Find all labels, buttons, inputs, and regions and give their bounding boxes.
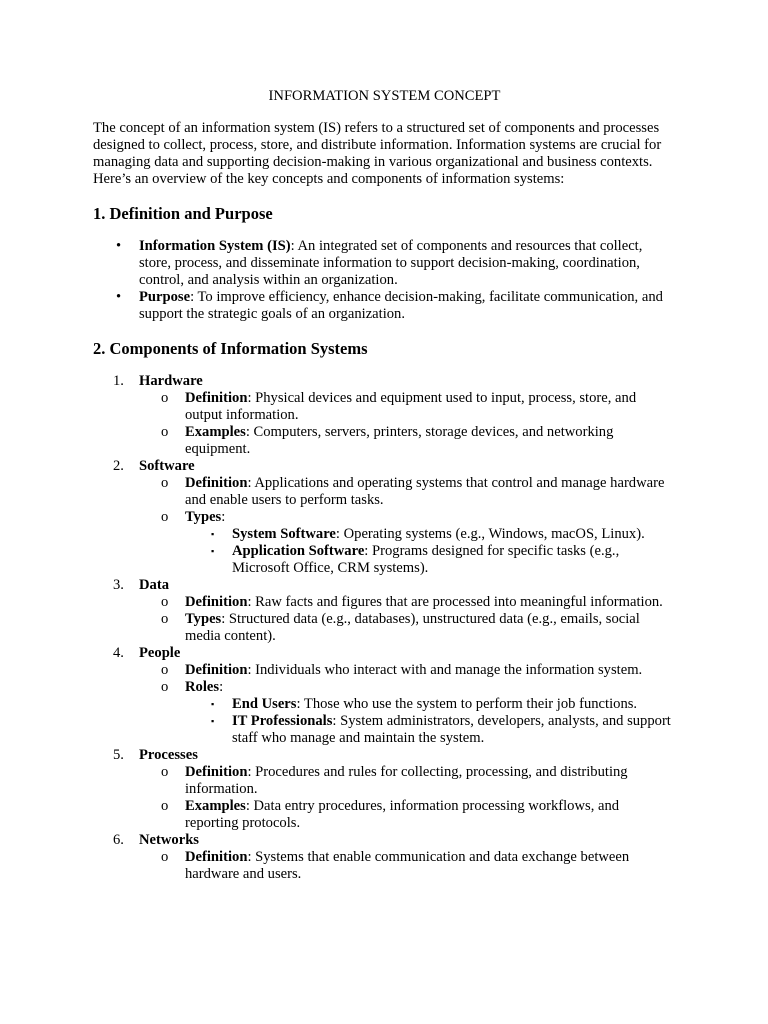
term: Types bbox=[185, 509, 222, 525]
sub-item bbox=[161, 798, 676, 832]
component-processes bbox=[113, 747, 676, 832]
component-data bbox=[113, 577, 676, 645]
term-text: : An integrated set of components and resources that collect, store, process, and disseminate information to support decision-making, coordination, control, and analysis within an organization. bbox=[139, 238, 643, 288]
component-name: Hardware bbox=[139, 373, 203, 389]
term-text: : bbox=[221, 509, 226, 525]
term: Definition bbox=[185, 390, 248, 406]
definition-list bbox=[93, 238, 676, 323]
square-bullet-icon: ▪ bbox=[211, 699, 215, 709]
circle-bullet-icon: o bbox=[161, 798, 169, 814]
sub-item bbox=[161, 424, 676, 458]
role-item bbox=[211, 696, 676, 713]
section-heading-definition-purpose: 1. Definition and Purpose bbox=[93, 204, 273, 223]
list-number: 1. bbox=[113, 373, 124, 389]
sub-list bbox=[139, 475, 676, 577]
sub-item bbox=[161, 594, 676, 611]
circle-bullet-icon: o bbox=[161, 424, 169, 440]
term-text: : Those who use the system to perform their job functions. bbox=[296, 696, 638, 712]
term-text: : Physical devices and equipment used to input, process, store, and output information. bbox=[185, 390, 637, 423]
sub-list bbox=[139, 390, 676, 458]
circle-bullet-icon: o bbox=[161, 594, 169, 610]
components-list bbox=[93, 373, 676, 883]
types-list bbox=[185, 526, 676, 577]
term-text: : Systems that enable communication and data exchange between hardware and users. bbox=[185, 849, 630, 882]
component-name: Software bbox=[139, 458, 195, 474]
term-text: : Individuals who interact with and manage the information system. bbox=[247, 662, 643, 678]
section-heading-components: 2. Components of Information Systems bbox=[93, 339, 368, 358]
circle-bullet-icon: o bbox=[161, 611, 169, 627]
term: IT Professionals bbox=[232, 713, 333, 729]
term: System Software bbox=[232, 526, 336, 542]
term-text: : Computers, servers, printers, storage devices, and networking equipment. bbox=[185, 424, 614, 457]
term: Purpose bbox=[139, 289, 191, 305]
role-item bbox=[211, 713, 676, 747]
document-title: INFORMATION SYSTEM CONCEPT bbox=[268, 88, 501, 104]
sub-list bbox=[139, 594, 676, 645]
roles-list bbox=[185, 696, 676, 747]
sub-list bbox=[139, 849, 676, 883]
circle-bullet-icon: o bbox=[161, 662, 169, 678]
list-number: 5. bbox=[113, 747, 124, 763]
term: End Users bbox=[232, 696, 297, 712]
term: Examples bbox=[185, 798, 246, 814]
term: Definition bbox=[185, 662, 248, 678]
component-people bbox=[113, 645, 676, 747]
list-number: 4. bbox=[113, 645, 124, 661]
sub-item bbox=[161, 764, 676, 798]
component-name: People bbox=[139, 645, 181, 661]
sub-item bbox=[161, 475, 676, 509]
sub-item bbox=[161, 611, 676, 645]
circle-bullet-icon: o bbox=[161, 764, 169, 780]
circle-bullet-icon: o bbox=[161, 849, 169, 865]
square-bullet-icon: ▪ bbox=[211, 529, 215, 539]
sub-list bbox=[139, 662, 676, 747]
circle-bullet-icon: o bbox=[161, 475, 169, 491]
term-text: : Programs designed for specific tasks (e.g., Microsoft Office, CRM systems). bbox=[232, 543, 620, 576]
sub-item bbox=[161, 679, 676, 747]
term: Definition bbox=[185, 849, 248, 865]
term: Definition bbox=[185, 764, 248, 780]
component-name: Processes bbox=[139, 747, 198, 763]
list-item bbox=[116, 289, 676, 323]
sub-item bbox=[161, 662, 676, 679]
circle-bullet-icon: o bbox=[161, 509, 169, 525]
term-text: : Raw facts and figures that are processed into meaningful information. bbox=[247, 594, 663, 610]
term-text: : Structured data (e.g., databases), unstructured data (e.g., emails, social media content). bbox=[185, 611, 640, 644]
term-text: : Procedures and rules for collecting, processing, and distributing information. bbox=[185, 764, 628, 797]
square-bullet-icon: ▪ bbox=[211, 546, 215, 556]
document-page bbox=[93, 86, 676, 883]
sub-item bbox=[161, 509, 676, 577]
component-name: Data bbox=[139, 577, 169, 593]
list-number: 2. bbox=[113, 458, 124, 474]
component-hardware bbox=[113, 373, 676, 458]
sub-item bbox=[161, 390, 676, 424]
list-number: 3. bbox=[113, 577, 124, 593]
term: Examples bbox=[185, 424, 246, 440]
type-item bbox=[211, 543, 676, 577]
term-text: : To improve efficiency, enhance decision-making, facilitate communication, and support the strategic goals of an organization. bbox=[139, 289, 663, 322]
term: Roles bbox=[185, 679, 220, 695]
term: Information System (IS) bbox=[139, 238, 291, 254]
bullet-icon: • bbox=[116, 238, 122, 254]
sub-item bbox=[161, 849, 676, 883]
term: Definition bbox=[185, 594, 248, 610]
circle-bullet-icon: o bbox=[161, 390, 169, 406]
term: Application Software bbox=[232, 543, 365, 559]
component-networks bbox=[113, 832, 676, 883]
list-number: 6. bbox=[113, 832, 124, 848]
square-bullet-icon: ▪ bbox=[211, 716, 215, 726]
component-software bbox=[113, 458, 676, 577]
intro-paragraph: The concept of an information system (IS) refers to a structured set of components and processes designed to collect, process, store, and distribute information. Information systems are crucial for managing data and supporting decision-making in various organizational and business contexts. Here’s an overview of the key concepts and components of information systems: bbox=[93, 120, 662, 187]
sub-list bbox=[139, 764, 676, 832]
term: Definition bbox=[185, 475, 248, 491]
term: Types bbox=[185, 611, 222, 627]
term-text: : System administrators, developers, analysts, and support staff who manage and maintain the system. bbox=[232, 713, 671, 746]
term-text: : bbox=[219, 679, 224, 695]
term-text: : Operating systems (e.g., Windows, macOS, Linux). bbox=[335, 526, 645, 542]
component-name: Networks bbox=[139, 832, 199, 848]
bullet-icon: • bbox=[116, 289, 122, 305]
term-text: : Applications and operating systems that control and manage hardware and enable users to perform tasks. bbox=[185, 475, 665, 508]
list-item bbox=[116, 238, 676, 289]
circle-bullet-icon: o bbox=[161, 679, 169, 695]
type-item bbox=[211, 526, 676, 543]
term-text: : Data entry procedures, information processing workflows, and reporting protocols. bbox=[185, 798, 620, 831]
